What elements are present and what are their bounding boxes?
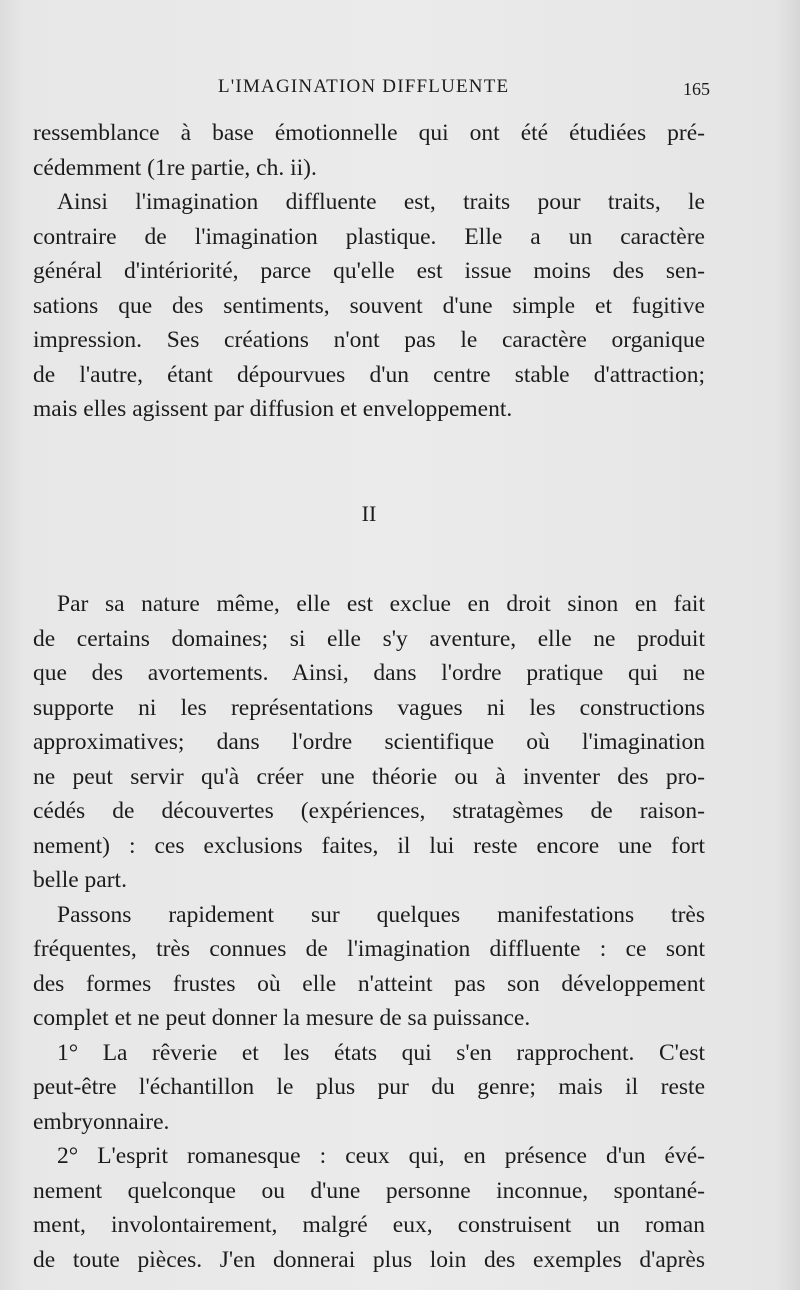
text-line: nement) : ces exclusions faites, il lui reste encore une fort bbox=[33, 832, 705, 859]
text-line: cédemment (1re partie, ch. ii). bbox=[33, 154, 317, 181]
text-line: cédés de découvertes (expériences, stratagèmes de raison- bbox=[33, 798, 705, 824]
text-line: mais elles agissent par diffusion et enveloppement. bbox=[33, 396, 513, 422]
text-line: peut-être l'échantillon le plus pur du genre; mais il reste bbox=[33, 1074, 705, 1100]
text-line: général d'intériorité, parce qu'elle est issue moins des sen- bbox=[33, 258, 705, 284]
paragraph bbox=[33, 116, 705, 185]
text-line: de certains domaines; si elle s'y aventure, elle ne produit bbox=[33, 625, 705, 652]
text-line: contraire de l'imagination plastique. Elle a un caractère bbox=[33, 223, 705, 250]
paragraph bbox=[33, 898, 705, 1036]
text-line: ment, involontairement, malgré eux, construisent un roman bbox=[33, 1212, 705, 1238]
text-line: complet et ne peut donner la mesure de sa puissance. bbox=[33, 1005, 531, 1031]
text-line: ressemblance à base émotionnelle qui ont été étudiées pré- bbox=[33, 120, 705, 146]
text-line: embryonnaire. bbox=[33, 1108, 170, 1135]
text-line: de l'autre, étant dépourvues d'un centre stable d'attraction; bbox=[33, 361, 705, 388]
page-number: 165 bbox=[683, 79, 710, 99]
text-line: que des avortements. Ainsi, dans l'ordre pratique qui ne bbox=[33, 660, 705, 686]
body-text bbox=[33, 116, 705, 1277]
paragraph bbox=[33, 587, 705, 898]
text-line: ne peut servir qu'à créer une théorie ou à inventer des pro- bbox=[33, 763, 705, 790]
text-line: sations que des sentiments, souvent d'une simple et fugitive bbox=[33, 292, 705, 319]
text-line: fréquentes, très connues de l'imagination diffluente : ce sont bbox=[33, 936, 705, 962]
text-line: approximatives; dans l'ordre scientifique où l'imagination bbox=[33, 729, 705, 755]
text-line: de toute pièces. J'en donnerai plus loin des exemples d'après bbox=[33, 1246, 705, 1273]
text-line: 1° La rêverie et les états qui s'en rapprochent. C'est bbox=[57, 1039, 705, 1066]
page-header bbox=[40, 76, 712, 110]
running-title: L'IMAGINATION DIFFLUENTE bbox=[218, 76, 510, 97]
text-line: supporte ni les représentations vagues ni les constructions bbox=[33, 694, 705, 721]
paragraph bbox=[33, 1139, 705, 1277]
text-line: des formes frustes où elle n'atteint pas son développement bbox=[33, 970, 705, 997]
text-line: Ainsi l'imagination diffluente est, traits pour traits, le bbox=[57, 189, 705, 215]
paragraph bbox=[33, 1036, 705, 1140]
text-line: Par sa nature même, elle est exclue en droit sinon en fait bbox=[57, 591, 705, 617]
text-line: nement quelconque ou d'une personne inconnue, spontané- bbox=[33, 1177, 705, 1204]
paragraph bbox=[33, 185, 705, 427]
text-line: belle part. bbox=[33, 867, 127, 893]
section-heading: II bbox=[361, 500, 377, 526]
text-line: 2° L'esprit romanesque : ceux qui, en présence d'un évé- bbox=[57, 1143, 705, 1169]
text-line: impression. Ses créations n'ont pas le caractère organique bbox=[33, 327, 705, 353]
text-line: Passons rapidement sur quelques manifestations très bbox=[57, 901, 705, 928]
